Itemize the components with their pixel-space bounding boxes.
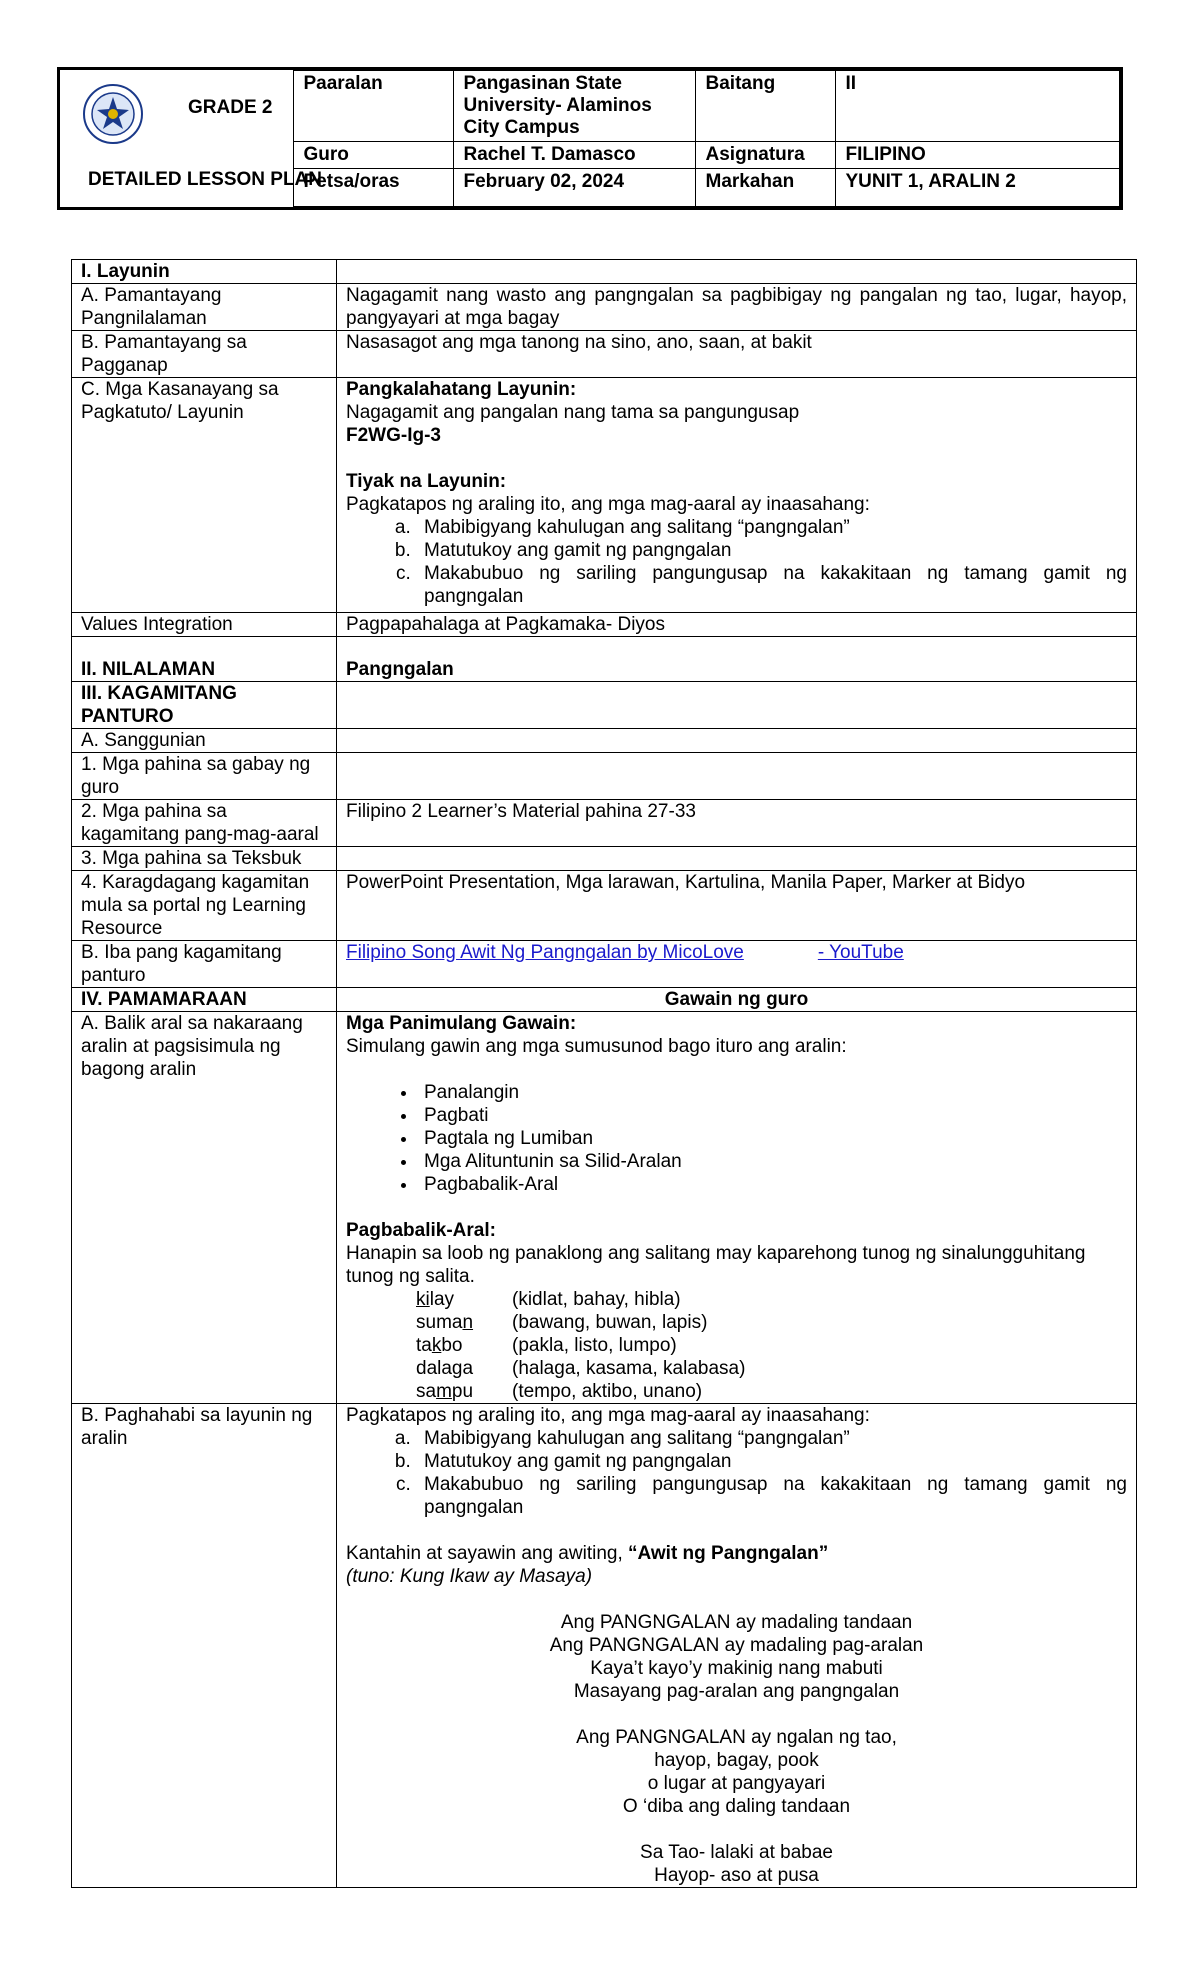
list-item: sampu (tempo, aktibo, unano) — [416, 1381, 703, 1402]
learner-material-label: 2. Mga pahina sa kagamitang pang-mag-aaral — [72, 800, 337, 847]
plan-title: DETAILED LESSON PLAN — [88, 168, 322, 190]
competency-code: F2WG-Ig-3 — [346, 425, 441, 446]
list-item: a. Mabibigyang kahulugan ang salitang “pangngalan” — [416, 516, 1127, 539]
list-item: dalaga (halaga, kasama, kalabasa) — [416, 1358, 746, 1379]
competencies-cell — [337, 378, 1137, 613]
teacher-guide-label: 1. Mga pahina sa gabay ng guro — [72, 753, 337, 800]
teacher-label: Guro — [293, 142, 453, 169]
youtube-link[interactable]: Filipino Song Awit Ng Pangngalan by MicoLove — [346, 942, 744, 963]
song-verse-3: Sa Tao- lalaki at babae Hayop- aso at pusa — [640, 1842, 833, 1886]
preliminary-heading: Mga Panimulang Gawain: — [346, 1013, 577, 1034]
specific-objective-heading: Tiyak na Layunin: — [346, 471, 507, 492]
performance-standard-label: B. Pamantayang sa Pagganap — [72, 331, 337, 378]
preliminary-list — [346, 1081, 1127, 1196]
list-item: b. Matutukoy ang gamit ng pangngalan — [416, 1450, 1127, 1473]
content-heading: II. NILALAMAN — [72, 637, 337, 682]
values-label: Values Integration — [72, 613, 337, 637]
list-item: a. Mabibigyang kahulugan ang salitang “pangngalan” — [416, 1427, 1127, 1450]
lesson-plan-table — [71, 259, 1137, 1888]
quarter-value: YUNIT 1, ARALIN 2 — [835, 169, 1120, 207]
youtube-link-suffix[interactable]: - YouTube — [817, 942, 904, 963]
date-value: February 02, 2024 — [453, 169, 695, 207]
content-standard-label: A. Pamantayang Pangnilalaman — [72, 284, 337, 331]
additional-materials-text: PowerPoint Presentation, Mga larawan, Kartulina, Manila Paper, Marker at Bidyo — [337, 871, 1137, 941]
objectives-heading: I. Layunin — [72, 260, 337, 284]
additional-materials-label: 4. Karagdagang kagamitan mula sa portal ng Learning Resource — [72, 871, 337, 941]
review-activity-text: Hanapin sa loob ng panaklong ang salitang may kaparehong tunog ng sinalungguhitang tunog ng salita. — [346, 1243, 1086, 1287]
list-item: c. Makabubuo ng sariling pangungusap na kakakitaan ng tamang gamit ng pangngalan — [416, 562, 1127, 608]
values-text: Pagpapahalaga at Pagkamaka- Diyos — [337, 613, 1137, 637]
grade-level-label: Baitang — [695, 71, 835, 142]
list-item: suman (bawang, buwan, lapis) — [416, 1312, 708, 1333]
motivation-label: B. Paghahabi sa layunin ng aralin — [72, 1404, 337, 1888]
list-item: • Pagbabalik-Aral — [418, 1173, 1127, 1196]
performance-standard-text: Nasasagot ang mga tanong na sino, ano, saan, at bakit — [337, 331, 1137, 378]
list-item: b. Matutukoy ang gamit ng pangngalan — [416, 539, 1127, 562]
song-verse-1: Ang PANGNGALAN ay madaling tandaan Ang PANGNGALAN ay madaling pag-aralan Kaya’t kayo’y makinig nang mabuti Masayang pag-aralan ang pangngalan — [549, 1612, 924, 1702]
list-item: c. Makabubuo ng sariling pangungusap na kakakitaan ng tamang gamit ng pangngalan — [416, 1473, 1127, 1519]
deped-seal-icon — [82, 83, 144, 145]
objective-list-repeat — [346, 1427, 1127, 1519]
lesson-plan-header — [57, 67, 1123, 210]
list-item: • Panalangin — [418, 1081, 1127, 1104]
general-objective-heading: Pangkalahatang Layunin: — [346, 379, 577, 400]
motivation-cell — [337, 1404, 1137, 1888]
grade-level-value: II — [835, 71, 1120, 142]
list-item: • Mga Alituntunin sa Silid-Aralan — [418, 1150, 1127, 1173]
song-title: “Awit ng Pangngalan” — [628, 1543, 829, 1564]
preliminary-intro: Simulang gawin ang mga sumusunod bago ituro ang aralin: — [346, 1036, 847, 1057]
school-value: Pangasinan State University- Alaminos City Campus — [453, 71, 695, 142]
date-label: Petsa/oras — [293, 169, 453, 207]
list-item: • Pagbati — [418, 1104, 1127, 1127]
list-item: kilay (kidlat, bahay, hibla) — [416, 1289, 681, 1310]
quarter-label: Markahan — [695, 169, 835, 207]
review-activity-heading: Pagbabalik-Aral: — [346, 1220, 496, 1241]
sound-pairs — [346, 1288, 1127, 1403]
review-label: A. Balik aral sa nakaraang aralin at pagsisimula ng bagong aralin — [72, 1012, 337, 1404]
song-verse-2: Ang PANGNGALAN ay ngalan ng tao, hayop, bagay, pook o lugar at pangyayari O ‘diba ang daling tandaan — [576, 1727, 897, 1817]
list-item: takbo (pakla, listo, lumpo) — [416, 1335, 677, 1356]
objective-list — [346, 516, 1127, 608]
song-instruction: Kantahin at sayawin ang awiting, “Awit ng Pangngalan” — [346, 1543, 829, 1564]
learner-material-text: Filipino 2 Learner’s Material pahina 27-33 — [337, 800, 1137, 847]
list-item: • Pagtala ng Lumiban — [418, 1127, 1127, 1150]
general-objective-text: Nagagamit ang pangalan nang tama sa pangungusap — [346, 402, 800, 423]
review-cell — [337, 1012, 1137, 1404]
materials-heading: III. KAGAMITANG PANTURO — [72, 682, 337, 729]
procedure-heading: IV. PAMAMARAAN — [72, 988, 337, 1012]
content-standard-text: Nagagamit nang wasto ang pangngalan sa pagbibigay ng pangalan ng tao, lugar, hayop, pangyayari at mga bagay — [337, 284, 1137, 331]
teacher-value: Rachel T. Damasco — [453, 142, 695, 169]
header-left-cell — [60, 71, 322, 207]
song-tune: (tuno: Kung Ikaw ay Masaya) — [346, 1566, 593, 1587]
other-materials-label: B. Iba pang kagamitang panturo — [72, 941, 337, 988]
competencies-label: C. Mga Kasanayang sa Pagkatuto/ Layunin — [72, 378, 337, 613]
specific-objective-intro: Pagkatapos ng araling ito, ang mga mag-aaral ay inaasahang: — [346, 494, 870, 515]
grade-label: GRADE 2 — [188, 96, 273, 118]
references-label: A. Sanggunian — [72, 729, 337, 753]
teacher-activity-heading: Gawain ng guro — [337, 988, 1137, 1012]
motivation-intro: Pagkatapos ng araling ito, ang mga mag-aaral ay inaasahang: — [346, 1405, 870, 1426]
content-text: Pangngalan — [337, 637, 1137, 682]
school-label: Paaralan — [293, 71, 453, 142]
subject-value: FILIPINO — [835, 142, 1120, 169]
subject-label: Asignatura — [695, 142, 835, 169]
textbook-label: 3. Mga pahina sa Teksbuk — [72, 847, 337, 871]
